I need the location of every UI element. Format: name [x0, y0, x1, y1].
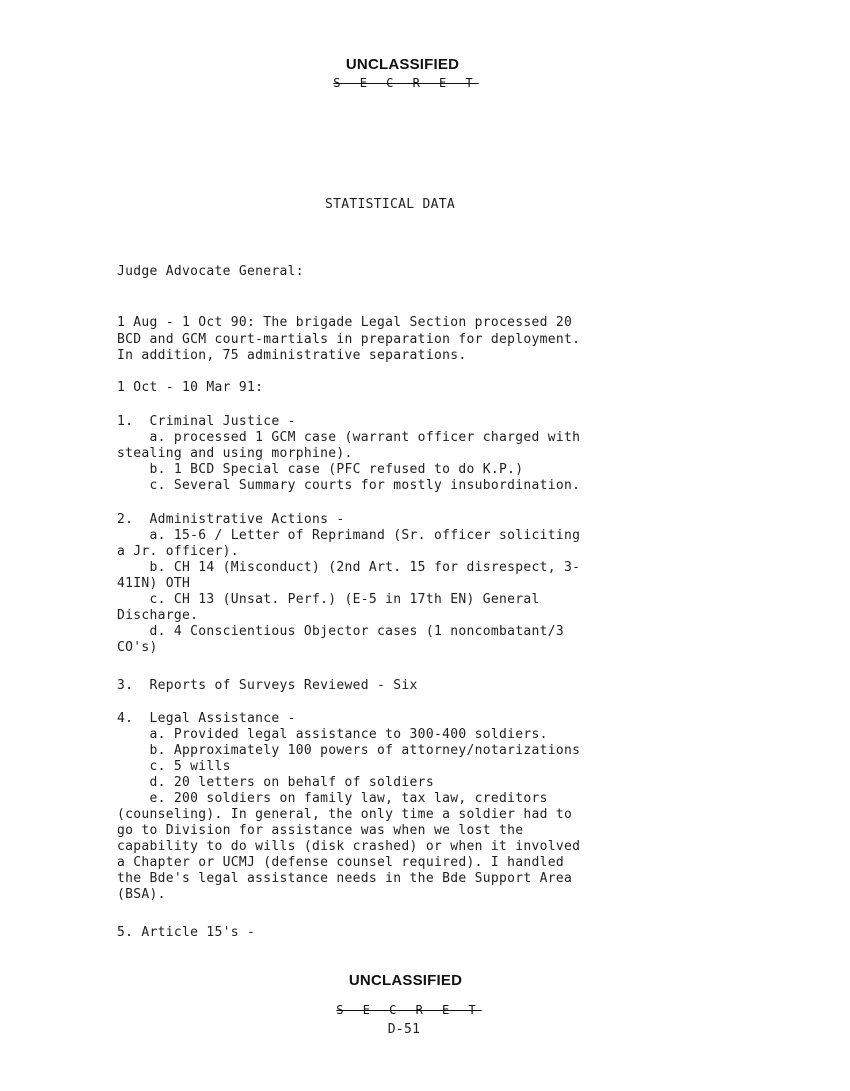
item-article-15s [117, 925, 255, 941]
item-line: capability to do wills (disk crashed) or when it involved [117, 839, 581, 854]
bottom-struck-secret-marking: S E C R E T [336, 1003, 482, 1017]
item-line: 1. Criminal Justice - [117, 414, 296, 429]
item-line: b. Approximately 100 powers of attorney/notarizations [117, 743, 581, 758]
page-number: D-51 [387, 1022, 421, 1037]
item-line: a Jr. officer). [117, 544, 239, 559]
item-line: c. CH 13 (Unsat. Perf.) (E-5 in 17th EN) General [117, 592, 540, 607]
top-struck-secret-marking: S E C R E T [333, 76, 479, 90]
item-line: d. 20 letters on behalf of soldiers [117, 775, 434, 790]
item-line: c. Several Summary courts for mostly insubordination. [117, 478, 581, 493]
item-line: a Chapter or UCMJ (defense counsel required). I handled [117, 855, 564, 870]
item-administrative-actions [117, 512, 580, 656]
item-line: c. 5 wills [117, 759, 231, 774]
item-criminal-justice [117, 414, 580, 494]
item-line: 4. Legal Assistance - [117, 711, 296, 726]
item-line: stealing and using morphine). [117, 446, 353, 461]
intro-line: 1 Aug - 1 Oct 90: The brigade Legal Section processed 20 [117, 315, 573, 330]
item-legal-assistance [117, 711, 580, 903]
item-line: d. 4 Conscientious Objector cases (1 noncombatant/3 [117, 624, 564, 639]
item-line: 2. Administrative Actions - [117, 512, 345, 527]
item-line: 41IN) OTH [117, 576, 191, 591]
item-line: 3. Reports of Surveys Reviewed - Six [117, 678, 418, 693]
item-line: a. 15-6 / Letter of Reprimand (Sr. officer soliciting [117, 528, 581, 543]
period-heading: 1 Oct - 10 Mar 91: [117, 380, 264, 395]
item-line: a. Provided legal assistance to 300-400 soldiers. [117, 727, 548, 742]
item-line: go to Division for assistance was when we lost the [117, 823, 524, 838]
item-line: CO's) [117, 640, 158, 655]
item-reports-of-surveys [117, 678, 418, 694]
intro-paragraph [117, 315, 580, 365]
item-line: b. 1 BCD Special case (PFC refused to do K.P.) [117, 462, 524, 477]
item-line: e. 200 soldiers on family law, tax law, creditors [117, 791, 548, 806]
item-line: b. CH 14 (Misconduct) (2nd Art. 15 for disrespect, 3- [117, 560, 581, 575]
item-line: Discharge. [117, 608, 199, 623]
item-line: (counseling). In general, the only time a soldier had to [117, 807, 573, 822]
item-line: (BSA). [117, 887, 166, 902]
item-line: 5. Article 15's - [117, 925, 256, 940]
bottom-classification-banner: UNCLASSIFIED [348, 972, 463, 989]
top-classification-banner: UNCLASSIFIED [345, 56, 460, 73]
item-line: the Bde's legal assistance needs in the Bde Support Area [117, 871, 573, 886]
item-line: a. processed 1 GCM case (warrant officer charged with [117, 430, 581, 445]
intro-line: BCD and GCM court-martials in preparation for deployment. [117, 331, 581, 347]
page-title: STATISTICAL DATA [325, 197, 456, 212]
intro-line: In addition, 75 administrative separations. [117, 348, 467, 363]
section-heading: Judge Advocate General: [117, 264, 304, 279]
